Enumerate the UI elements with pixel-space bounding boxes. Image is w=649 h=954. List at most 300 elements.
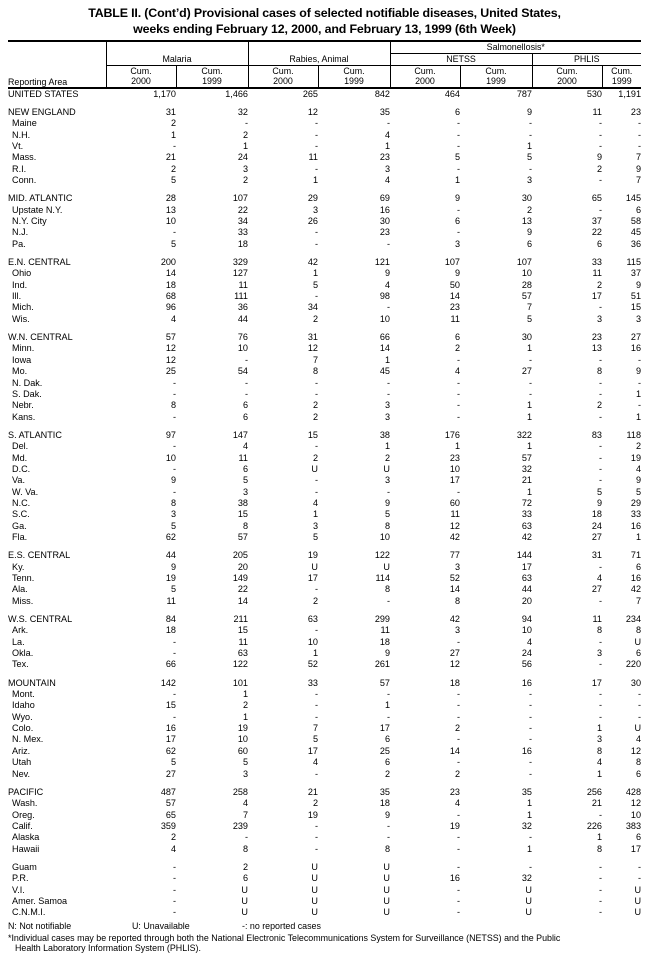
cell-value: 122 [374,550,390,561]
table-row [8,216,641,227]
cell-value: 16 [165,723,176,734]
cell-value: - [244,118,248,129]
cell-value: 3 [635,313,642,324]
footnote-no-reported-cases: -: no reported cases [242,921,321,932]
cell-value: 17 [591,677,602,688]
cell-value: - [598,861,602,872]
cell-value: 42 [449,614,460,625]
cell-value: 37 [591,216,602,227]
cell-value: - [528,354,532,365]
cell-value: U [311,884,318,895]
cell-value: 3 [596,648,602,659]
cell-value: 1 [526,809,532,820]
cell-value: 50 [449,279,460,290]
cell-value: 9 [170,561,176,572]
row-area-label: Ariz. [12,745,31,756]
cell-value: 35 [521,786,532,797]
cell-value: 42 [521,531,532,542]
header-col-rabies-1999 [318,66,390,88]
cell-value: 17 [630,843,642,854]
table-row [8,205,641,216]
header-group-malaria: Malaria [106,54,248,66]
table-row [8,412,641,423]
cell-value: - [386,486,390,497]
cell-value: - [456,884,460,895]
table-row [8,637,641,648]
spacer-cell [8,780,641,787]
table-row [8,175,641,186]
cell-value: 4 [596,573,602,583]
cell-value: - [172,411,176,422]
cell-value: 22 [591,227,602,238]
cell-value: 359 [160,820,176,831]
header-row-columns [8,66,641,88]
header-col-line1: Cum. [343,66,365,76]
cell-value: 3 [242,163,248,174]
cell-value: 5 [242,475,248,486]
cell-value: 3 [170,509,176,520]
cell-value: 33 [237,227,248,238]
table-row [8,832,641,843]
cell-value: 17 [521,561,532,572]
cell-value: U [241,895,248,906]
cell-value: 11 [166,595,176,606]
cell-value: - [638,873,642,884]
table-row [8,268,641,279]
cell-value: 4 [384,175,390,185]
cell-value: 299 [374,614,390,625]
cell-value: 9 [170,475,176,486]
cell-value: 2 [526,204,532,215]
row-area-label: Conn. [12,175,37,185]
cell-value: 11 [450,509,460,520]
cell-value: 19 [237,723,248,734]
row-area-label: S. Dak. [12,388,42,399]
cell-value: - [598,895,602,906]
cell-value: - [456,734,460,745]
cell-value: 107 [232,193,248,204]
cell-value: 23 [449,786,460,797]
table-row [8,562,641,573]
cell-value: 18 [379,636,390,647]
row-area-label: Hawaii [12,843,40,854]
cell-value: 5 [526,152,532,163]
table-row [8,509,641,520]
table-row [8,712,641,723]
cell-value: 18 [165,279,176,290]
row-area-label: Miss. [12,595,34,606]
cell-value: 11 [592,268,602,279]
cell-value: - [314,584,318,595]
cell-value: 52 [307,659,318,670]
row-area-label: N.C. [12,497,31,508]
cell-value: 12 [449,520,460,531]
cell-value: 18 [449,677,460,688]
cell-value: - [314,377,318,388]
cell-value: 1 [242,140,248,151]
table-row [8,193,641,204]
row-area-label: Mass. [12,152,37,163]
cell-value: 83 [591,429,602,440]
cell-value: 2 [312,595,318,606]
cell-value: 2 [312,452,318,463]
cell-value: 1 [454,441,460,452]
cell-value: - [314,441,318,452]
row-area-label: Nev. [12,768,31,779]
cell-value: - [456,140,460,151]
cell-value: 114 [375,573,390,583]
cell-value: U [525,884,532,895]
header-group-salmonellosis: Salmonellosis* [390,41,641,54]
cell-value: 33 [591,257,602,268]
cell-value: 16 [630,520,642,531]
cell-value: 25 [379,745,390,756]
cell-value: U [634,884,642,895]
cell-value: 63 [521,573,532,583]
cell-value: 33 [521,509,532,520]
cell-value: - [528,861,532,872]
spacer-cell [8,543,641,550]
cell-value: 10 [379,313,390,324]
row-area-label: Minn. [12,343,35,354]
cell-value: 45 [379,366,390,377]
cell-value: 14 [449,745,460,756]
cell-value: - [386,689,390,700]
cell-value: 9 [596,497,602,508]
cell-value: - [172,861,176,872]
title-line-1: TABLE II. (Cont’d) Provisional cases of selected notifiable diseases, United States, [88,6,561,20]
cell-value: 35 [379,786,390,797]
cell-value: 6 [635,204,642,215]
row-area-label: Wis. [12,313,30,324]
cell-value: - [386,238,390,249]
table-row [8,227,641,238]
table-row [8,239,641,250]
row-area-label: Vt. [12,140,24,151]
cell-value: 2 [170,118,176,129]
cell-value: 121 [374,257,390,268]
cell-value: 18 [237,238,248,249]
cell-value: 69 [379,193,390,204]
cell-value: 2 [454,343,460,354]
cell-value: 18 [165,625,176,636]
cell-value: - [314,118,318,129]
row-area-label: D.C. [12,463,31,474]
cell-value: - [456,400,460,411]
table-row [8,464,641,475]
cell-value: 6 [384,757,390,768]
cell-value: 15 [307,429,318,440]
cell-value: 23 [379,152,390,163]
row-area-label: Utah [12,757,32,768]
header-col-phlis-1999 [602,66,641,88]
cell-value: - [172,140,176,151]
table-row [8,355,641,366]
cell-value: 22 [237,204,248,215]
row-area-label: N. Dak. [12,377,43,388]
cell-value: 27 [449,648,460,659]
cell-value: 52 [449,573,460,583]
cell-value: 1 [635,411,642,422]
cell-value: 1 [384,354,390,365]
cell-value: 62 [165,745,176,756]
cell-value: - [456,711,460,722]
cell-value: - [598,140,602,151]
header-group-netss: NETSS [390,54,532,66]
cell-value: 16 [449,873,460,884]
cell-value: 7 [635,152,642,163]
cell-value: - [456,843,460,854]
table-row [8,141,641,152]
header-col-line1: Cum. [414,66,436,76]
row-area-label: Ky. [12,561,25,572]
row-area-label: Va. [12,475,25,486]
row-area-label: S. ATLANTIC [8,429,62,440]
cell-value: 30 [521,332,532,343]
cell-value: 1 [526,798,532,809]
cell-value: - [172,377,176,388]
cell-value: - [598,561,602,572]
cell-value: - [456,700,460,711]
table-row [8,366,641,377]
cell-value: 149 [232,573,248,583]
row-area-label: Idaho [12,700,35,711]
cell-value: - [314,388,318,399]
cell-value: 54 [237,366,248,377]
cell-value: 22 [237,584,248,595]
cell-value: 1,170 [153,88,176,99]
cell-value: 6 [242,400,248,411]
cell-value: 2 [312,798,318,809]
cell-value: - [598,354,602,365]
cell-value: - [638,700,642,711]
cell-value: 4 [526,636,532,647]
footnote-unavailable: U: Unavailable [132,921,190,932]
cell-value: 31 [165,106,176,117]
header-col-line1: Cum. [556,66,578,76]
footnote-star-line-2: Health Laboratory Information System (PHLIS). [15,943,201,954]
cell-value: 127 [232,268,248,279]
cell-value: - [528,377,532,388]
cell-value: - [172,486,176,497]
cell-value: - [314,163,318,174]
cell-value: 14 [237,595,248,606]
header-col-phlis-2000 [532,66,602,88]
footnote-key-line [8,921,641,932]
cell-value: U [311,895,318,906]
header-col-line1: Cum. [611,66,633,76]
cell-value: - [386,388,390,399]
cell-value: 21 [307,786,318,797]
cell-value: 8 [635,625,642,636]
cell-value: - [172,895,176,906]
row-spacer [8,607,641,614]
table-row [8,584,641,595]
cell-value: 842 [374,88,390,99]
table-row [8,475,641,486]
table-row [8,723,641,734]
cell-value: 1 [635,388,642,399]
header-col-malaria-1999 [176,66,248,88]
cell-value: 1,466 [225,88,248,99]
table-row [8,798,641,809]
cell-value: U [383,873,390,884]
cell-value: - [528,689,532,700]
spacer-cell [8,855,641,862]
cell-value: 19 [449,820,460,831]
cell-value: 1 [312,268,318,279]
row-area-label: Maine [12,118,37,129]
table-row [8,596,641,607]
cell-value: 787 [516,88,532,99]
row-area-label: Alaska [12,832,40,843]
cell-value: 44 [237,313,248,324]
cell-value: 19 [630,452,642,463]
row-area-label: N.Y. City [12,216,47,227]
row-spacer [8,671,641,678]
cell-value: - [172,689,176,700]
row-area-label: Ark. [12,625,29,636]
cell-value: 32 [237,106,248,117]
cell-value: - [386,711,390,722]
header-col-line1: Cum. [485,66,507,76]
cell-value: 18 [591,509,602,520]
cell-value: - [598,452,602,463]
cell-value: 2 [454,768,460,779]
row-spacer [8,100,641,107]
cell-value: 9 [635,279,642,290]
cell-value: 8 [170,400,176,411]
cell-value: 16 [379,204,390,215]
cell-value: 16 [521,745,532,756]
cell-value: 239 [232,820,248,831]
row-area-label: S.C. [12,509,30,520]
cell-value: 1 [384,441,390,452]
cell-value: 1 [170,129,176,140]
cell-value: 42 [630,584,642,595]
cell-value: 18 [379,798,390,809]
cell-value: 77 [449,550,460,561]
cell-value: 15 [237,509,248,520]
cell-value: 226 [586,820,602,831]
cell-value: 29 [307,193,318,204]
cell-value: 8 [596,625,602,636]
header-col-line1: Cum. [130,66,152,76]
cell-value: 428 [625,786,642,797]
cell-value: U [311,561,318,572]
cell-value: 32 [521,820,532,831]
row-area-label: Ga. [12,520,27,531]
cell-value: 6 [454,216,460,227]
cell-value: 1 [312,648,318,659]
cell-value: 145 [625,193,642,204]
cell-value: - [314,625,318,636]
cell-value: - [314,700,318,711]
cell-value: - [598,595,602,606]
cell-value: - [638,140,642,151]
cell-value: 11 [308,152,318,163]
table-row [8,389,641,400]
cell-value: 1 [526,411,532,422]
cell-value: - [456,907,460,918]
cell-value: 118 [626,429,642,440]
row-area-label: R.I. [12,163,27,174]
cell-value: 487 [160,786,176,797]
header-col-malaria-2000 [106,66,176,88]
cell-value: U [383,463,390,474]
cell-value: 107 [444,257,460,268]
cell-value: - [456,129,460,140]
cell-value: - [456,895,460,906]
cell-value: 65 [165,809,176,820]
cell-value: 84 [165,614,176,625]
table-row [8,907,641,918]
row-area-label: PACIFIC [8,786,44,797]
row-spacer [8,250,641,257]
cell-value: - [314,238,318,249]
cell-value: 10 [165,216,176,227]
header-reporting-area: Reporting Area [8,66,106,88]
row-area-label: Ind. [12,279,28,290]
cell-value: 144 [516,550,532,561]
cell-value: 31 [307,332,318,343]
cell-value: - [456,377,460,388]
cell-value: 3 [454,238,460,249]
cell-value: 10 [449,463,460,474]
row-area-label: Wash. [12,798,38,809]
cell-value: 200 [160,257,176,268]
row-area-label: La. [12,636,25,647]
cell-value: - [598,377,602,388]
cell-value: 29 [630,497,642,508]
cell-value: U [241,907,248,918]
cell-value: 7 [635,175,642,185]
cell-value: 96 [165,302,176,313]
cell-value: 57 [165,332,176,343]
cell-value: 9 [454,193,460,204]
cell-value: - [172,463,176,474]
table-row [8,487,641,498]
table-row [8,152,641,163]
cell-value: 10 [521,625,532,636]
cell-value: 3 [242,486,248,497]
cell-value: 98 [379,291,390,302]
cell-value: 12 [630,798,642,809]
cell-value: U [383,907,390,918]
cell-value: - [598,388,602,399]
cell-value: 17 [379,723,390,734]
cell-value: 66 [379,332,390,343]
cell-value: 38 [237,497,248,508]
cell-value: 57 [237,531,248,542]
cell-value: - [456,486,460,497]
row-area-label: Calif. [12,820,33,831]
cell-value: - [598,463,602,474]
row-area-label: E.S. CENTRAL [8,550,71,561]
cell-value: 2 [312,411,318,422]
cell-value: 17 [307,573,318,583]
cell-value: 57 [521,291,532,302]
cell-value: 3 [454,625,460,636]
cell-value: 24 [237,152,248,163]
cell-value: 1 [596,832,602,843]
cell-value: 3 [384,163,390,174]
cell-value: 2 [242,129,248,140]
cell-value: 329 [232,257,248,268]
cell-value: 7 [242,809,248,820]
cell-value: 60 [237,745,248,756]
cell-value: 111 [234,291,248,302]
